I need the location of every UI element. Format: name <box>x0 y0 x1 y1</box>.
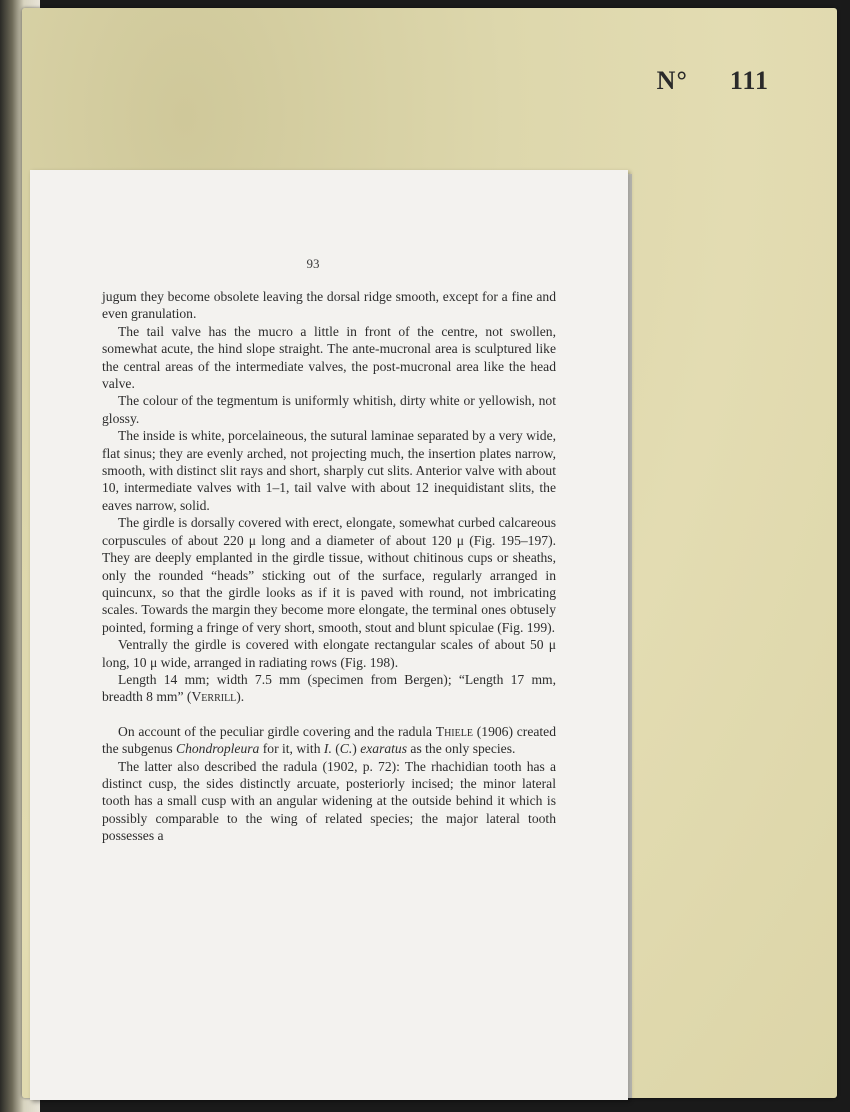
text-run: (1906) created the subgenus <box>102 723 556 757</box>
paragraph: jugum they become obsolete leaving the dorsal ridge smooth, except for a fine and even granulation. <box>102 289 556 322</box>
text-run: ). <box>236 689 245 705</box>
issue-number <box>657 66 769 96</box>
paragraph <box>102 671 556 706</box>
paragraph: The tail valve has the mucro a little in front of the centre, not swollen, somewhat acute, the hind slope straight. The ante-mucronal area is sculptured like the central areas of the intermediate valves, the post-mucronal area like the head valve. <box>102 323 556 392</box>
taxon-name: exaratus <box>360 741 408 757</box>
page-number: 93 <box>306 256 320 271</box>
text-run: ( <box>331 741 340 757</box>
paragraph: The girdle is dorsally covered with erect, elongate, somewhat curbed calcareous corpuscules of about 220 μ long and a diameter of about 120 μ (Fig. 195–197). They are deeply emplanted in the girdle tissue, without chitinous cups or sheaths, only the rounded “heads” sticking out of the surface, regularly arranged in quincunx, so that the girdle looks as if it is paved with round, not imbricating scales. Towards the margin they become more elongate, the terminal ones obtusely pointed, forming a fringe of very short, smooth, stout and blunt spiculae (Fig. 199). <box>102 515 556 635</box>
document-page <box>30 170 628 1100</box>
taxon-name: I. <box>323 741 332 757</box>
author-name: Thiele <box>435 723 473 739</box>
issue-number-value: 111 <box>729 66 769 95</box>
paragraph: Ventrally the girdle is covered with elongate rectangular scales of about 50 μ long, 10 μ wide, arranged in radiating rows (Fig. 198). <box>102 637 556 670</box>
body-text <box>102 288 556 845</box>
taxon-name: C. <box>339 741 353 757</box>
issue-number-label: N° <box>656 66 688 95</box>
taxon-name: Chondropleura <box>176 741 260 757</box>
paragraph: The latter also described the radula (1902, p. 72): The rhachidian tooth has a distinct cusp, the sides distinctly arcuate, posteriorly incised; the minor lateral tooth has a small cusp with an angular widening at the outside behind it which is possibly comparable to the wing of related species; the major lateral tooth possesses a <box>102 758 556 844</box>
author-name: Verrill <box>191 689 237 705</box>
paragraph <box>102 723 556 758</box>
paragraph: The inside is white, porcelaineous, the sutural laminae separated by a very wide, flat sinus; they are evenly arched, not projecting much, the insertion plates narrow, smooth, with distinct slit rays and short, sharply cut slits. Anterior valve with about 10, intermediate valves with 1–1, tail valve with about 12 inequidistant slits, the eaves narrow, solid. <box>102 428 556 513</box>
paragraph: The colour of the tegmentum is uniformly whitish, dirty white or yellowish, not glossy. <box>102 393 556 426</box>
text-run: Length 14 mm; width 7.5 mm (specimen from Bergen); “Length 17 mm, breadth 8 mm” ( <box>102 671 556 705</box>
text-run: ) <box>352 741 361 757</box>
text-run: for it, with <box>259 741 324 757</box>
text-run: On account of the peculiar girdle covering and the radula <box>118 723 436 739</box>
text-run: as the only species. <box>407 741 516 757</box>
